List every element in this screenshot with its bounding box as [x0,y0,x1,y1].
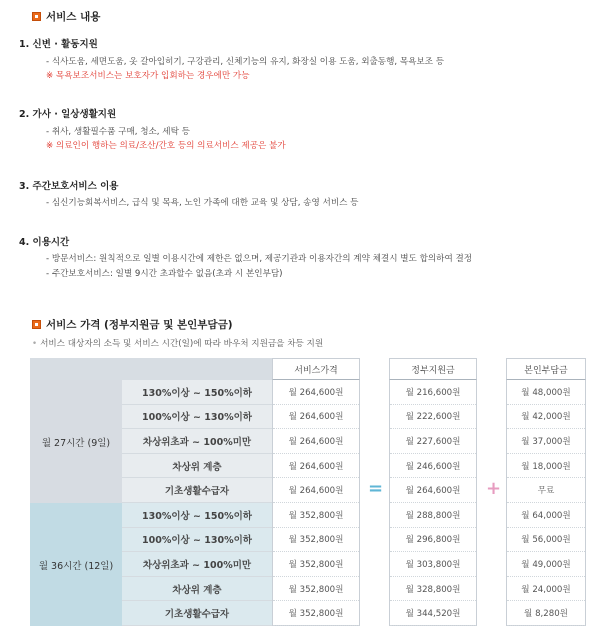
price-value-cell: 월 352,800원 [273,503,359,528]
price-value-cell: 월 352,800원 [273,577,359,602]
price-title [32,316,233,332]
orange-square-bullet-icon [32,12,41,21]
self-value-cell: 월 49,000원 [507,552,585,577]
self-value-cell: 월 56,000원 [507,528,585,553]
item-1-warning: ※ 목욕보조서비스는 보호자가 입회하는 경우에만 가능 [46,71,250,81]
row-label: 차상위초과 ~ 100%미만 [122,429,272,454]
item-2-warning: ※ 의료인이 행하는 의료/조산/간호 등의 의료서비스 제공은 불가 [46,141,286,151]
group-label-36h: 월 36시간 (12일) [30,503,122,626]
self-value-cell: 월 42,000원 [507,405,585,430]
group-label-27h: 월 27시간 (9일) [30,380,122,503]
price-note-text: 서비스 대상자의 소득 및 서비스 시간(일)에 따라 바우처 지원금을 차등 지원 [40,339,324,349]
self-value-cell: 월 64,000원 [507,503,585,528]
gov-value-cell: 월 344,520원 [390,601,476,626]
price-value-cell: 월 352,800원 [273,552,359,577]
row-label: 기초생활수급자 [122,478,272,503]
item-4-line-2: - 주간보호서비스: 일별 9시간 초과할수 없음(초과 시 본인부담) [46,269,283,279]
item-heading-3: 3. 주간보호서비스 이용 [19,181,119,192]
row-label: 차상위초과 ~ 100%미만 [122,552,272,577]
item-2-line-1: - 취사, 생활필수품 구매, 청소, 세탁 등 [46,127,190,137]
price-value-cell: 월 352,800원 [273,528,359,553]
price-table [30,358,586,626]
self-value-cell: 월 18,000원 [507,454,585,479]
gov-column [389,380,477,626]
plus-sign-icon: + [486,478,502,499]
gov-value-cell: 월 296,800원 [390,528,476,553]
column-header-price: 서비스가격 [272,358,360,380]
equals-sign-icon: = [368,478,384,499]
gov-value-cell: 월 303,800원 [390,552,476,577]
row-label: 차상위 계층 [122,577,272,602]
table-header-fill [30,358,272,380]
service-content-title-text: 서비스 내용 [46,10,101,23]
self-column [506,380,586,626]
price-value-cell: 월 264,600원 [273,405,359,430]
price-value-cell: 월 264,600원 [273,429,359,454]
item-4-line-1: - 방문서비스: 원칙적으로 일별 이용시간에 제한은 없으며, 제공기관과 이용자간의 계약 체결시 별도 합의하여 결정 [46,254,473,264]
gov-value-cell: 월 246,600원 [390,454,476,479]
gov-value-cell: 월 222,600원 [390,405,476,430]
item-1-line-1: - 식사도움, 세면도움, 옷 갈아입히기, 구강관리, 신체기능의 유지, 화장실 이용 도움, 외출동행, 목욕보조 등 [46,57,445,67]
item-heading-4: 4. 이용시간 [19,237,70,248]
price-note [32,337,323,349]
row-label: 100%이상 ~ 130%이하 [122,528,272,553]
self-value-cell: 월 24,000원 [507,577,585,602]
self-value-cell: 월 8,280원 [507,601,585,626]
gov-value-cell: 월 288,800원 [390,503,476,528]
item-heading-2: 2. 가사 · 일상생활지원 [19,109,117,120]
self-value-cell: 월 37,000원 [507,429,585,454]
gov-value-cell: 월 328,800원 [390,577,476,602]
row-label: 130%이상 ~ 150%이하 [122,503,272,528]
gov-value-cell: 월 227,600원 [390,429,476,454]
price-column [272,380,360,626]
price-value-cell: 월 264,600원 [273,454,359,479]
row-label: 100%이상 ~ 130%이하 [122,405,272,430]
dot-bullet-icon: • [32,339,38,349]
self-value-cell: 무료 [507,478,585,503]
price-value-cell: 월 264,600원 [273,478,359,503]
item-heading-1: 1. 신변 · 활동지원 [19,39,98,50]
row-label: 차상위 계층 [122,454,272,479]
service-content-title [32,8,100,24]
column-header-self: 본인부담금 [506,358,586,380]
item-3-line-1: - 심신기능회복서비스, 급식 및 목욕, 노인 가족에 대한 교육 및 상담, 송영 서비스 등 [46,198,359,208]
price-value-cell: 월 352,800원 [273,601,359,626]
price-title-text: 서비스 가격 (정부지원금 및 본인부담금) [46,318,233,331]
row-label: 130%이상 ~ 150%이하 [122,380,272,405]
gov-value-cell: 월 216,600원 [390,380,476,405]
row-label: 기초생활수급자 [122,601,272,626]
column-header-gov: 정부지원금 [389,358,477,380]
price-value-cell: 월 264,600원 [273,380,359,405]
gov-value-cell: 월 264,600원 [390,478,476,503]
self-value-cell: 월 48,000원 [507,380,585,405]
orange-square-bullet-icon [32,320,41,329]
